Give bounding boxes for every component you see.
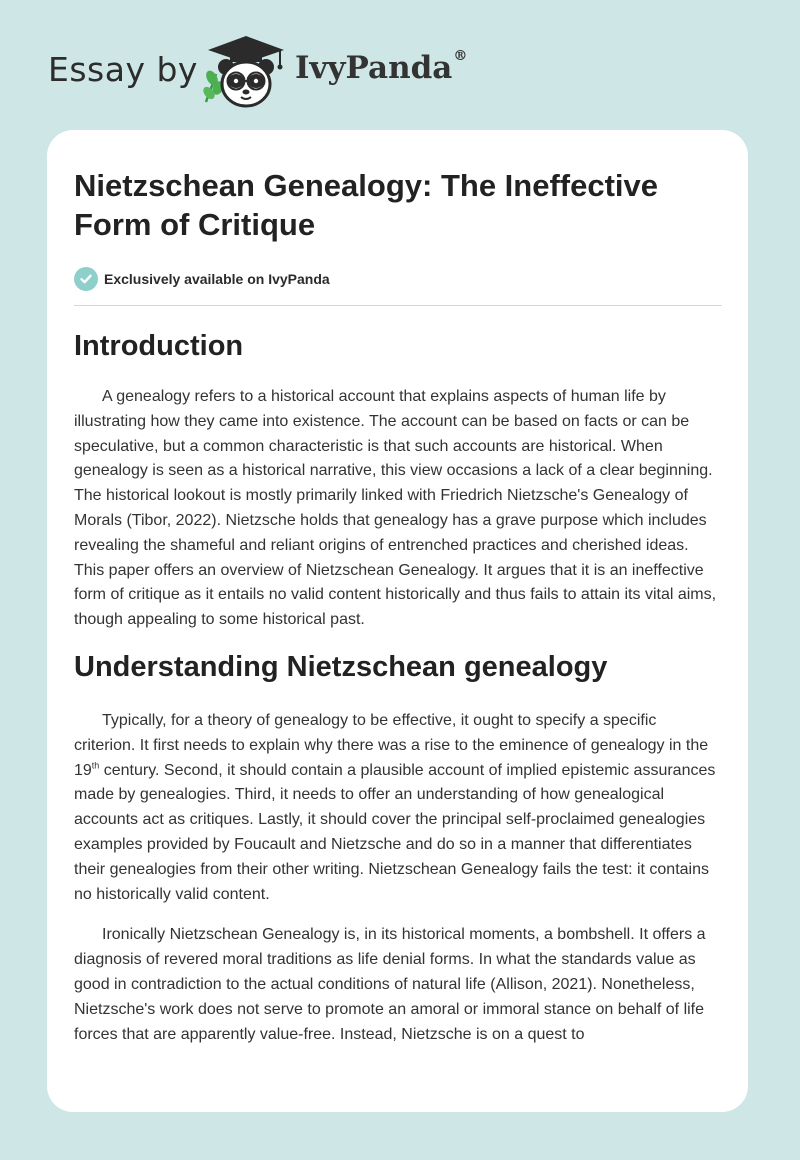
paragraph xyxy=(74,709,722,907)
brand-name-text: IvyPanda xyxy=(295,50,453,86)
check-circle-icon xyxy=(74,267,98,291)
paragraph: A genealogy refers to a historical account that explains aspects of human life by illustrating how they came into existence. The account can be based on facts or can be speculative, but a common characteristic is that such accounts are historical. When genealogy is seen as a historical narrative, this view occasions a lack of a clear beginning. The historical lookout is mostly primarily linked with Friedrich Nietzsche's Genealogy of Morals (Tibor, 2022). Nietzsche holds that genealogy has a grave purpose which includes revealing the shameful and reliant origins of entrenched practices and cherished ideas. This paper offers an overview of Nietzschean Genealogy. It argues that it is an ineffective form of critique as it entails no valid content historically and thus fails to attain its vital aims, though appealing to some historical past. xyxy=(74,388,717,629)
brand-name[interactable] xyxy=(295,50,467,86)
registered-mark: ® xyxy=(453,48,468,64)
exclusive-badge xyxy=(74,266,722,292)
essay-card xyxy=(47,130,748,1112)
exclusive-label: Exclusively available on IvyPanda xyxy=(104,271,330,287)
essay-by-label: Essay by xyxy=(48,50,198,89)
ordinal-suffix: th xyxy=(91,760,100,771)
divider xyxy=(74,305,722,306)
section-heading-understanding: Understanding Nietzschean genealogy xyxy=(74,650,608,683)
essay-title: Nietzschean Genealogy: The Ineffective Form of Critique xyxy=(74,168,659,242)
section-heading-introduction: Introduction xyxy=(74,330,244,362)
site-header xyxy=(48,30,528,110)
paragraph-text: century. Second, it should contain a plausible account of implied epistemic assurances made by genealogies. Third, it needs to offer an understanding of how genealogical accounts act as critiques. Lastly, it should cover the principal self-proclaimed genealogies examples provided by Foucault and Nietzsche and do so in a manner that differentiates their genealogies from their other writing. Nietzschean Genealogy fails the test: it contains no historically valid content. xyxy=(74,761,716,903)
paragraph: Ironically Nietzschean Genealogy is, in its historical moments, a bombshell. It offers a diagnosis of revered moral traditions as life denial forms. In what the standards value as good in contradiction to the actual conditions of natural life (Allison, 2021). Nonetheless, Nietzsche's work does not serve to promote an amoral or immoral stance on behalf of life forces that are apparently value-free. Instead, Nietzsche is on a quest to xyxy=(74,926,706,1043)
paragraph-text: Typically, for a theory of genealogy to be effective, it ought to specify a specific criterion. It first needs to explain why there was a rise to the eminence of genealogy in the 19 xyxy=(74,711,709,779)
panda-graduate-logo-icon[interactable] xyxy=(200,30,292,112)
